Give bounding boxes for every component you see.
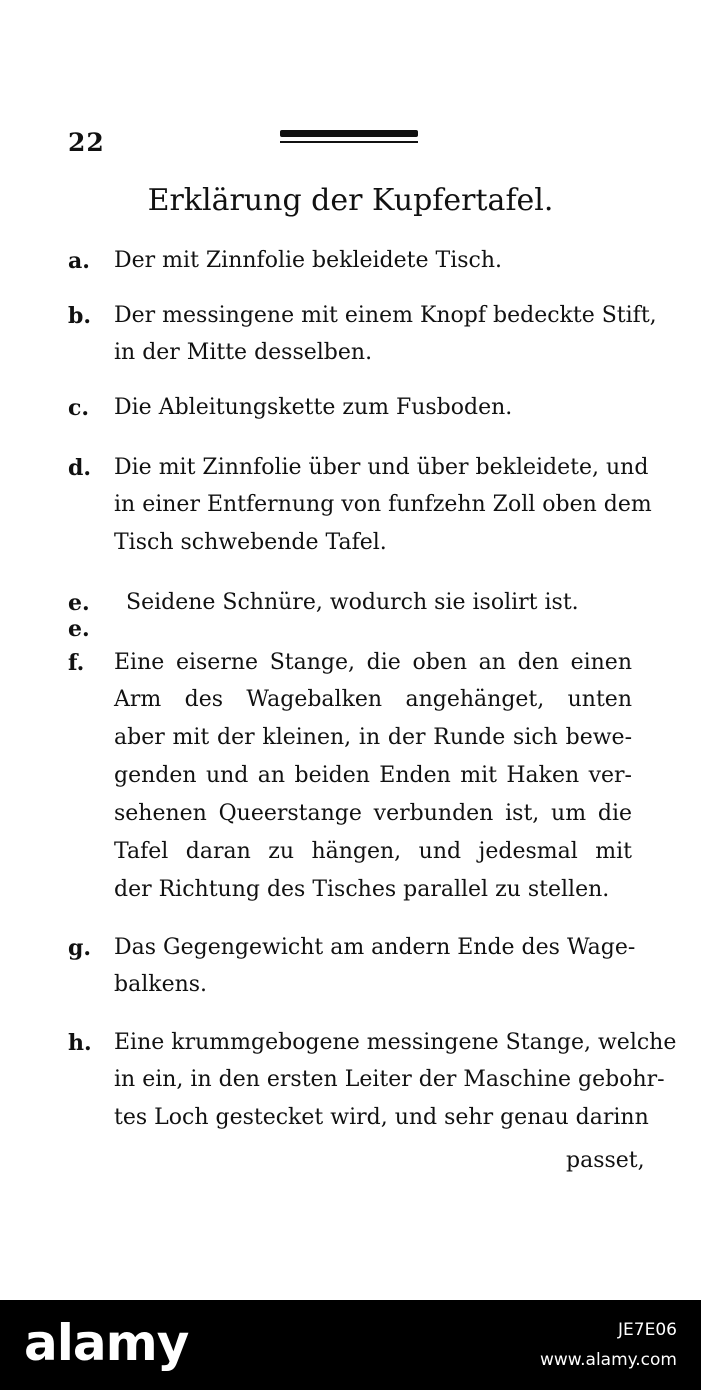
entry-line: in einer Entfernung von funfzehn Zoll oben dem <box>114 492 652 517</box>
entry-line: Der mit Zinnfolie bekleidete Tisch. <box>114 248 502 273</box>
entry-line: Tisch schwebende Tafel. <box>114 530 387 555</box>
entry-line: Seidene Schnüre, wodurch sie isolirt ist. <box>126 590 579 615</box>
entry-marker: f. <box>68 650 85 676</box>
watermark-image-id: JE7E06 <box>618 1320 677 1340</box>
entry-line: Eine krummgebogene messingene Stange, welche <box>114 1030 677 1055</box>
entry-line: balkens. <box>114 972 208 997</box>
watermark-banner <box>0 1300 701 1390</box>
entry-marker: a. <box>68 248 90 274</box>
entry-line: Tafel daran zu hängen, und jedesmal mit <box>114 839 632 864</box>
entry-line: tes Loch gestecket wird, und sehr genau darinn <box>114 1105 649 1130</box>
entry-line: in ein, in den ersten Leiter der Maschine gebohr- <box>114 1067 665 1092</box>
entry-marker: d. <box>68 455 92 481</box>
page-number: 22 <box>68 128 105 157</box>
watermark-logo: alamy <box>24 1314 189 1372</box>
entry-line: der Richtung des Tisches parallel zu stellen. <box>114 877 610 902</box>
header-rule-thin <box>280 141 418 143</box>
catchword: passet, <box>566 1148 645 1173</box>
entry-line: genden und an beiden Enden mit Haken ver- <box>114 763 632 788</box>
entry-line: in der Mitte desselben. <box>114 340 373 365</box>
page-title: Erklärung der Kupfertafel. <box>147 183 554 218</box>
entry-line: sehenen Queerstange verbunden ist, um die <box>114 801 632 826</box>
entry-line: Arm des Wagebalken angehänget, unten <box>114 687 632 712</box>
watermark-site: www.alamy.com <box>539 1350 677 1370</box>
header-rule-thick <box>280 130 418 137</box>
entry-line: Eine eiserne Stange, die oben an den einen <box>114 650 632 675</box>
entry-marker: h. <box>68 1030 92 1056</box>
entry-marker: b. <box>68 303 92 329</box>
header-rule <box>280 130 418 146</box>
entry-marker: c. <box>68 395 90 421</box>
entry-line: Der messingene mit einem Knopf bedeckte Stift, <box>114 303 657 328</box>
entry-marker: e. e. <box>68 590 90 642</box>
entry-line: Das Gegengewicht am andern Ende des Wage- <box>114 935 636 960</box>
entry-marker: g. <box>68 935 92 961</box>
entry-line: Die mit Zinnfolie über und über bekleidete, und <box>114 455 649 480</box>
entry-line: Die Ableitungskette zum Fusboden. <box>114 395 513 420</box>
entry-line: aber mit der kleinen, in der Runde sich bewe- <box>114 725 632 750</box>
